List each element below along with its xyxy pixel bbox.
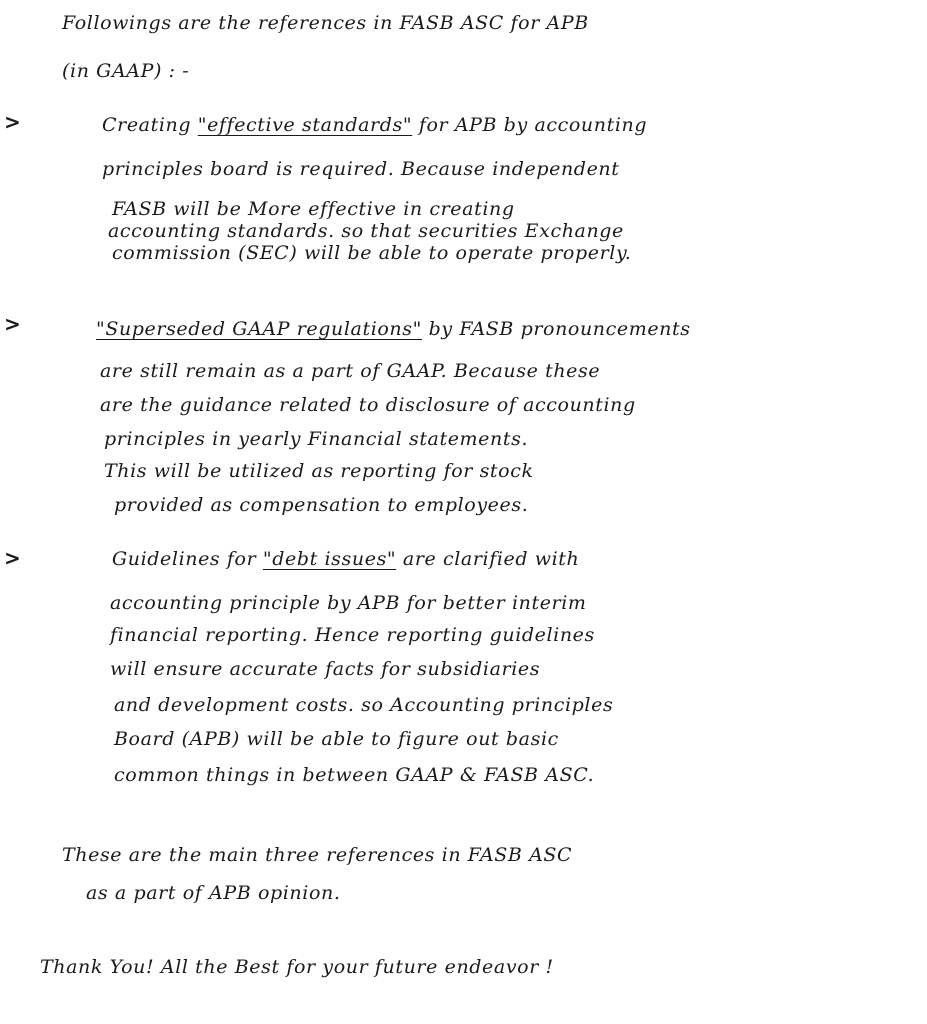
- conclusion-line-1: These are the main three references in FASB ASC: [62, 844, 573, 866]
- section3-line1-post: are clarified with: [396, 548, 580, 570]
- intro-line-1: Followings are the references in FASB ASC for APB: [62, 12, 589, 34]
- bullet-marker-2: >: [4, 312, 21, 336]
- section2-line1-post: by FASB pronouncements: [421, 318, 691, 340]
- superseded-gaap-term: "Superseded GAAP regulations": [96, 318, 422, 340]
- section1-line-1: [102, 116, 647, 135]
- section1-line-4: accounting standards. so that securities Exchange: [108, 220, 624, 242]
- section2-line-6: provided as compensation to employees.: [114, 494, 529, 516]
- intro-line-2: (in GAAP) : -: [62, 60, 190, 82]
- section3-line-3: financial reporting. Hence reporting guidelines: [110, 624, 595, 646]
- section3-line-6: Board (APB) will be able to figure out basic: [114, 728, 559, 750]
- section1-line-3: FASB will be More effective in creating: [112, 198, 515, 220]
- section3-line-2: accounting principle by APB for better interim: [110, 592, 587, 614]
- bullet-marker-1: >: [4, 110, 21, 134]
- debt-issues-term: "debt issues": [262, 548, 397, 570]
- section3-line-4: will ensure accurate facts for subsidiaries: [110, 658, 541, 680]
- section1-line1-post: for APB by accounting: [412, 114, 648, 136]
- bullet-marker-3: >: [4, 546, 21, 570]
- section1-line-5: commission (SEC) will be able to operate properly.: [112, 242, 632, 264]
- section3-line-7: common things in between GAAP & FASB ASC.: [114, 764, 595, 786]
- section2-line-2: are still remain as a part of GAAP. Because these: [100, 360, 601, 382]
- section3-line-1: [112, 550, 579, 569]
- section2-line-3: are the guidance related to disclosure of accounting: [100, 394, 636, 416]
- section3-line1-pre: Guidelines for: [112, 548, 263, 570]
- section1-line-2: principles board is required. Because independent: [102, 158, 620, 180]
- section1-line1-pre: Creating: [102, 114, 198, 136]
- closing-line: Thank You! All the Best for your future endeavor !: [40, 956, 554, 978]
- section3-line-5: and development costs. so Accounting principles: [114, 694, 614, 716]
- effective-standards-term: "effective standards": [197, 114, 413, 136]
- section2-line-5: This will be utilized as reporting for stock: [104, 460, 534, 482]
- conclusion-line-2: as a part of APB opinion.: [86, 882, 341, 904]
- section2-line-4: principles in yearly Financial statements.: [104, 428, 529, 450]
- section2-line-1: [96, 320, 691, 339]
